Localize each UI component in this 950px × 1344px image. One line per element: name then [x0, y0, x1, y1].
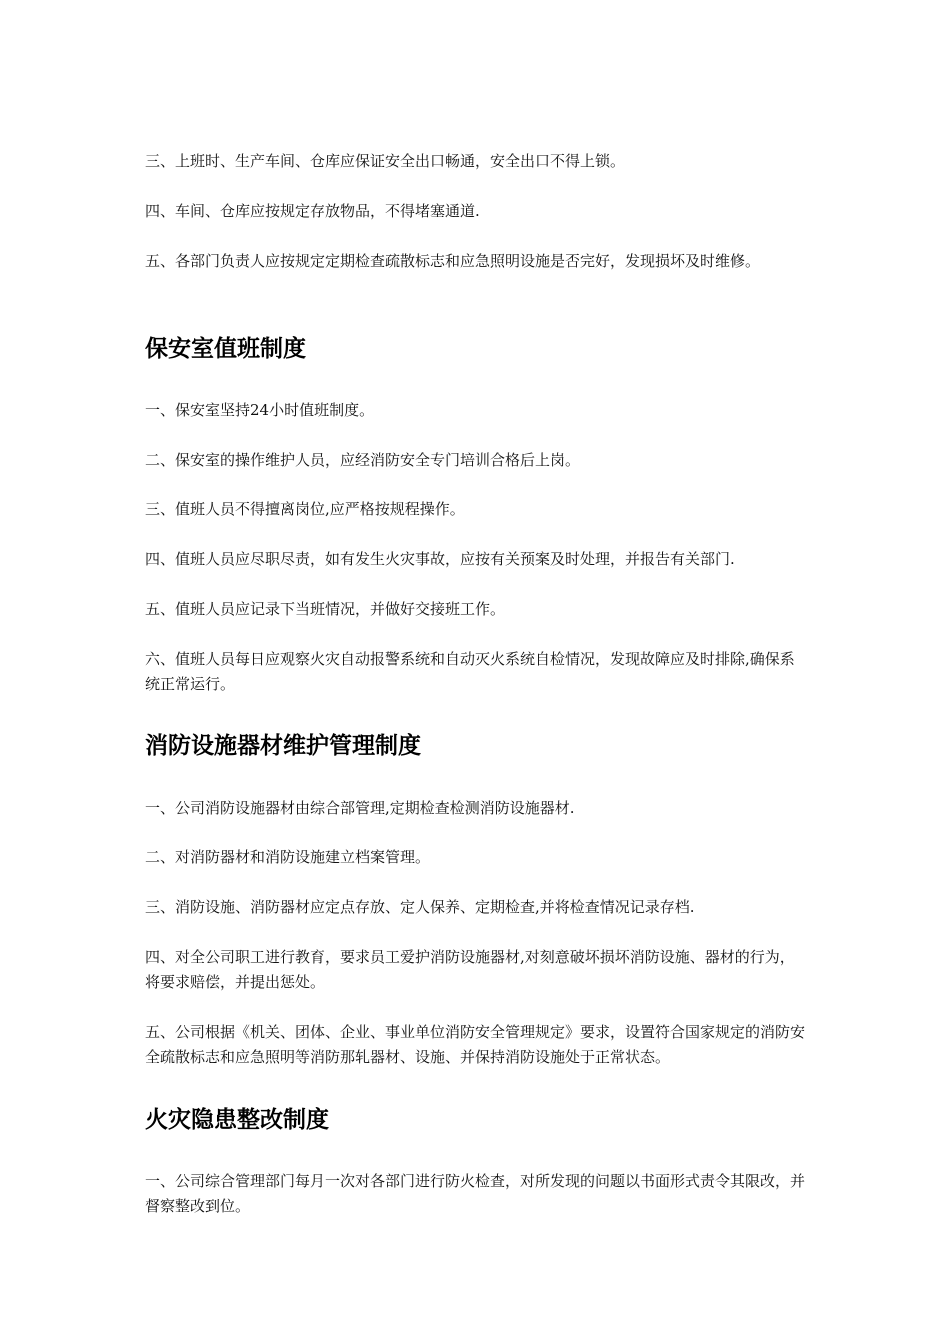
paragraph-fire-equipment-2: 二、对消防器材和消防设施建立档案管理。 — [145, 848, 431, 866]
paragraph-guard-duty-4: 四、值班人员应尽职尽责，如有发生火灾事故，应按有关预案及时处理，并报告有关部门. — [145, 550, 735, 568]
paragraph-guard-duty-2: 二、保安室的操作维护人员，应经消防安全专门培训合格后上岗。 — [145, 451, 581, 469]
paragraph-guard-duty-6: 六、值班人员每日应观察火灾自动报警系统和自动灭火系统自检情况，发现故障应及时排除,确保系统正常运行。 — [145, 650, 795, 693]
paragraph-fire-equipment-4: 四、对全公司职工进行教育，要求员工爱护消防设施器材,对刻意破坏损坏消防设施、器材的行为，将要求赔偿，并提出惩处。 — [145, 948, 795, 991]
paragraph-fire-equipment-1: 一、公司消防设施器材由综合部管理,定期检查检测消防设施器材. — [145, 799, 575, 817]
paragraph-intro-4: 四、车间、仓库应按规定存放物品，不得堵塞通道. — [145, 202, 480, 220]
paragraph-hazard-rectification-1: 一、公司综合管理部门每月一次对各部门进行防火检查，对所发现的问题以书面形式责令其限改，并督察整改到位。 — [145, 1172, 806, 1215]
paragraph-guard-duty-3: 三、值班人员不得擅离岗位,应严格按规程操作。 — [145, 500, 465, 518]
paragraph-intro-5: 五、各部门负责人应按规定定期检查疏散标志和应急照明设施是否完好，发现损坏及时维修。 — [145, 252, 761, 270]
section-heading-hazard-rectification: 火灾隐患整改制度 — [145, 1107, 329, 1133]
section-heading-fire-equipment: 消防设施器材维护管理制度 — [145, 733, 421, 759]
paragraph-intro-3: 三、上班时、生产车间、仓库应保证安全出口畅通，安全出口不得上锁。 — [145, 152, 626, 170]
paragraph-guard-duty-1: 一、保安室坚持24小时值班制度。 — [145, 401, 375, 419]
paragraph-guard-duty-5: 五、值班人员应记录下当班情况，并做好交接班工作。 — [145, 600, 506, 618]
paragraph-fire-equipment-5: 五、公司根据《机关、团体、企业、事业单位消防安全管理规定》要求，设置符合国家规定的消防安全疏散标志和应急照明等消防那轧器材、设施、并保持消防设施处于正常状态。 — [145, 1023, 806, 1066]
paragraph-fire-equipment-3: 三、消防设施、消防器材应定点存放、定人保养、定期检查,并将检查情况记录存档. — [145, 898, 695, 916]
section-heading-guard-duty: 保安室值班制度 — [145, 336, 306, 362]
